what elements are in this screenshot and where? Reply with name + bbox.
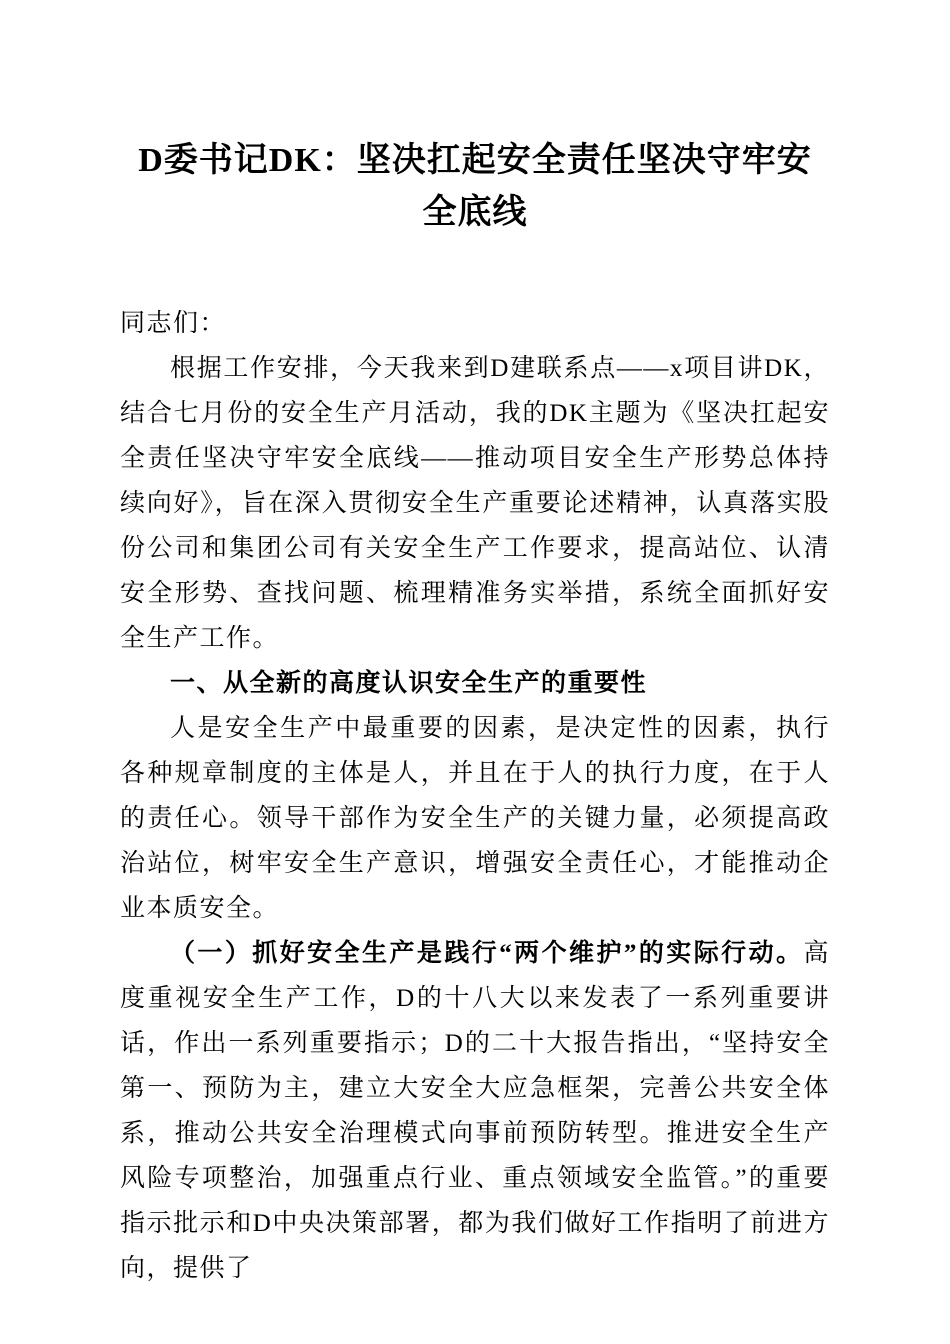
section-1-paragraph: 人是安全生产中最重要的因素，是决定性的因素，执行各种规章制度的主体是人，并且在于人的执行力度，在于人的责任心。领导干部作为安全生产的关键力量，必须提高政治站位，树牢安全生产意识，增强安全责任心，才能推动企业本质安全。: [120, 715, 830, 922]
subsection-1-paragraph: [120, 931, 830, 1291]
document-body: [120, 301, 830, 1291]
salutation: 同志们：: [120, 310, 227, 337]
subsection-1-body: 高度重视安全生产工作，D的十八大以来发表了一系列重要讲话，作出一系列重要指示；D的二十大报告指出，“坚持安全第一、预防为主，建立大安全大应急框架，完善公共安全体系，推动公共安全治理模式向事前预防转型。推进安全生产风险专项整治，加强重点行业、重点领域安全监管。”的重要指示批示和D中央决策部署，都为我们做好工作指明了前进方向，提供了: [120, 940, 830, 1282]
intro-paragraph: 根据工作安排，今天我来到D建联系点——x项目讲DK，结合七月份的安全生产月活动，我的DK主题为《坚决扛起安全责任坚决守牢安全底线——推动项目安全生产形势总体持续向好》，旨在深入贯彻安全生产重要论述精神，认真落实股份公司和集团公司有关安全生产工作要求，提高站位、认清安全形势、查找问题、梳理精准务实举措，系统全面抓好安全生产工作。: [120, 355, 830, 652]
document-title: D委书记DK：坚决扛起安全责任坚决守牢安全底线: [138, 142, 812, 231]
subsection-1-heading: （一）抓好安全生产是践行“两个维护”的实际行动。: [170, 940, 804, 967]
section-1-heading: 一、从全新的高度认识安全生产的重要性: [170, 670, 648, 697]
